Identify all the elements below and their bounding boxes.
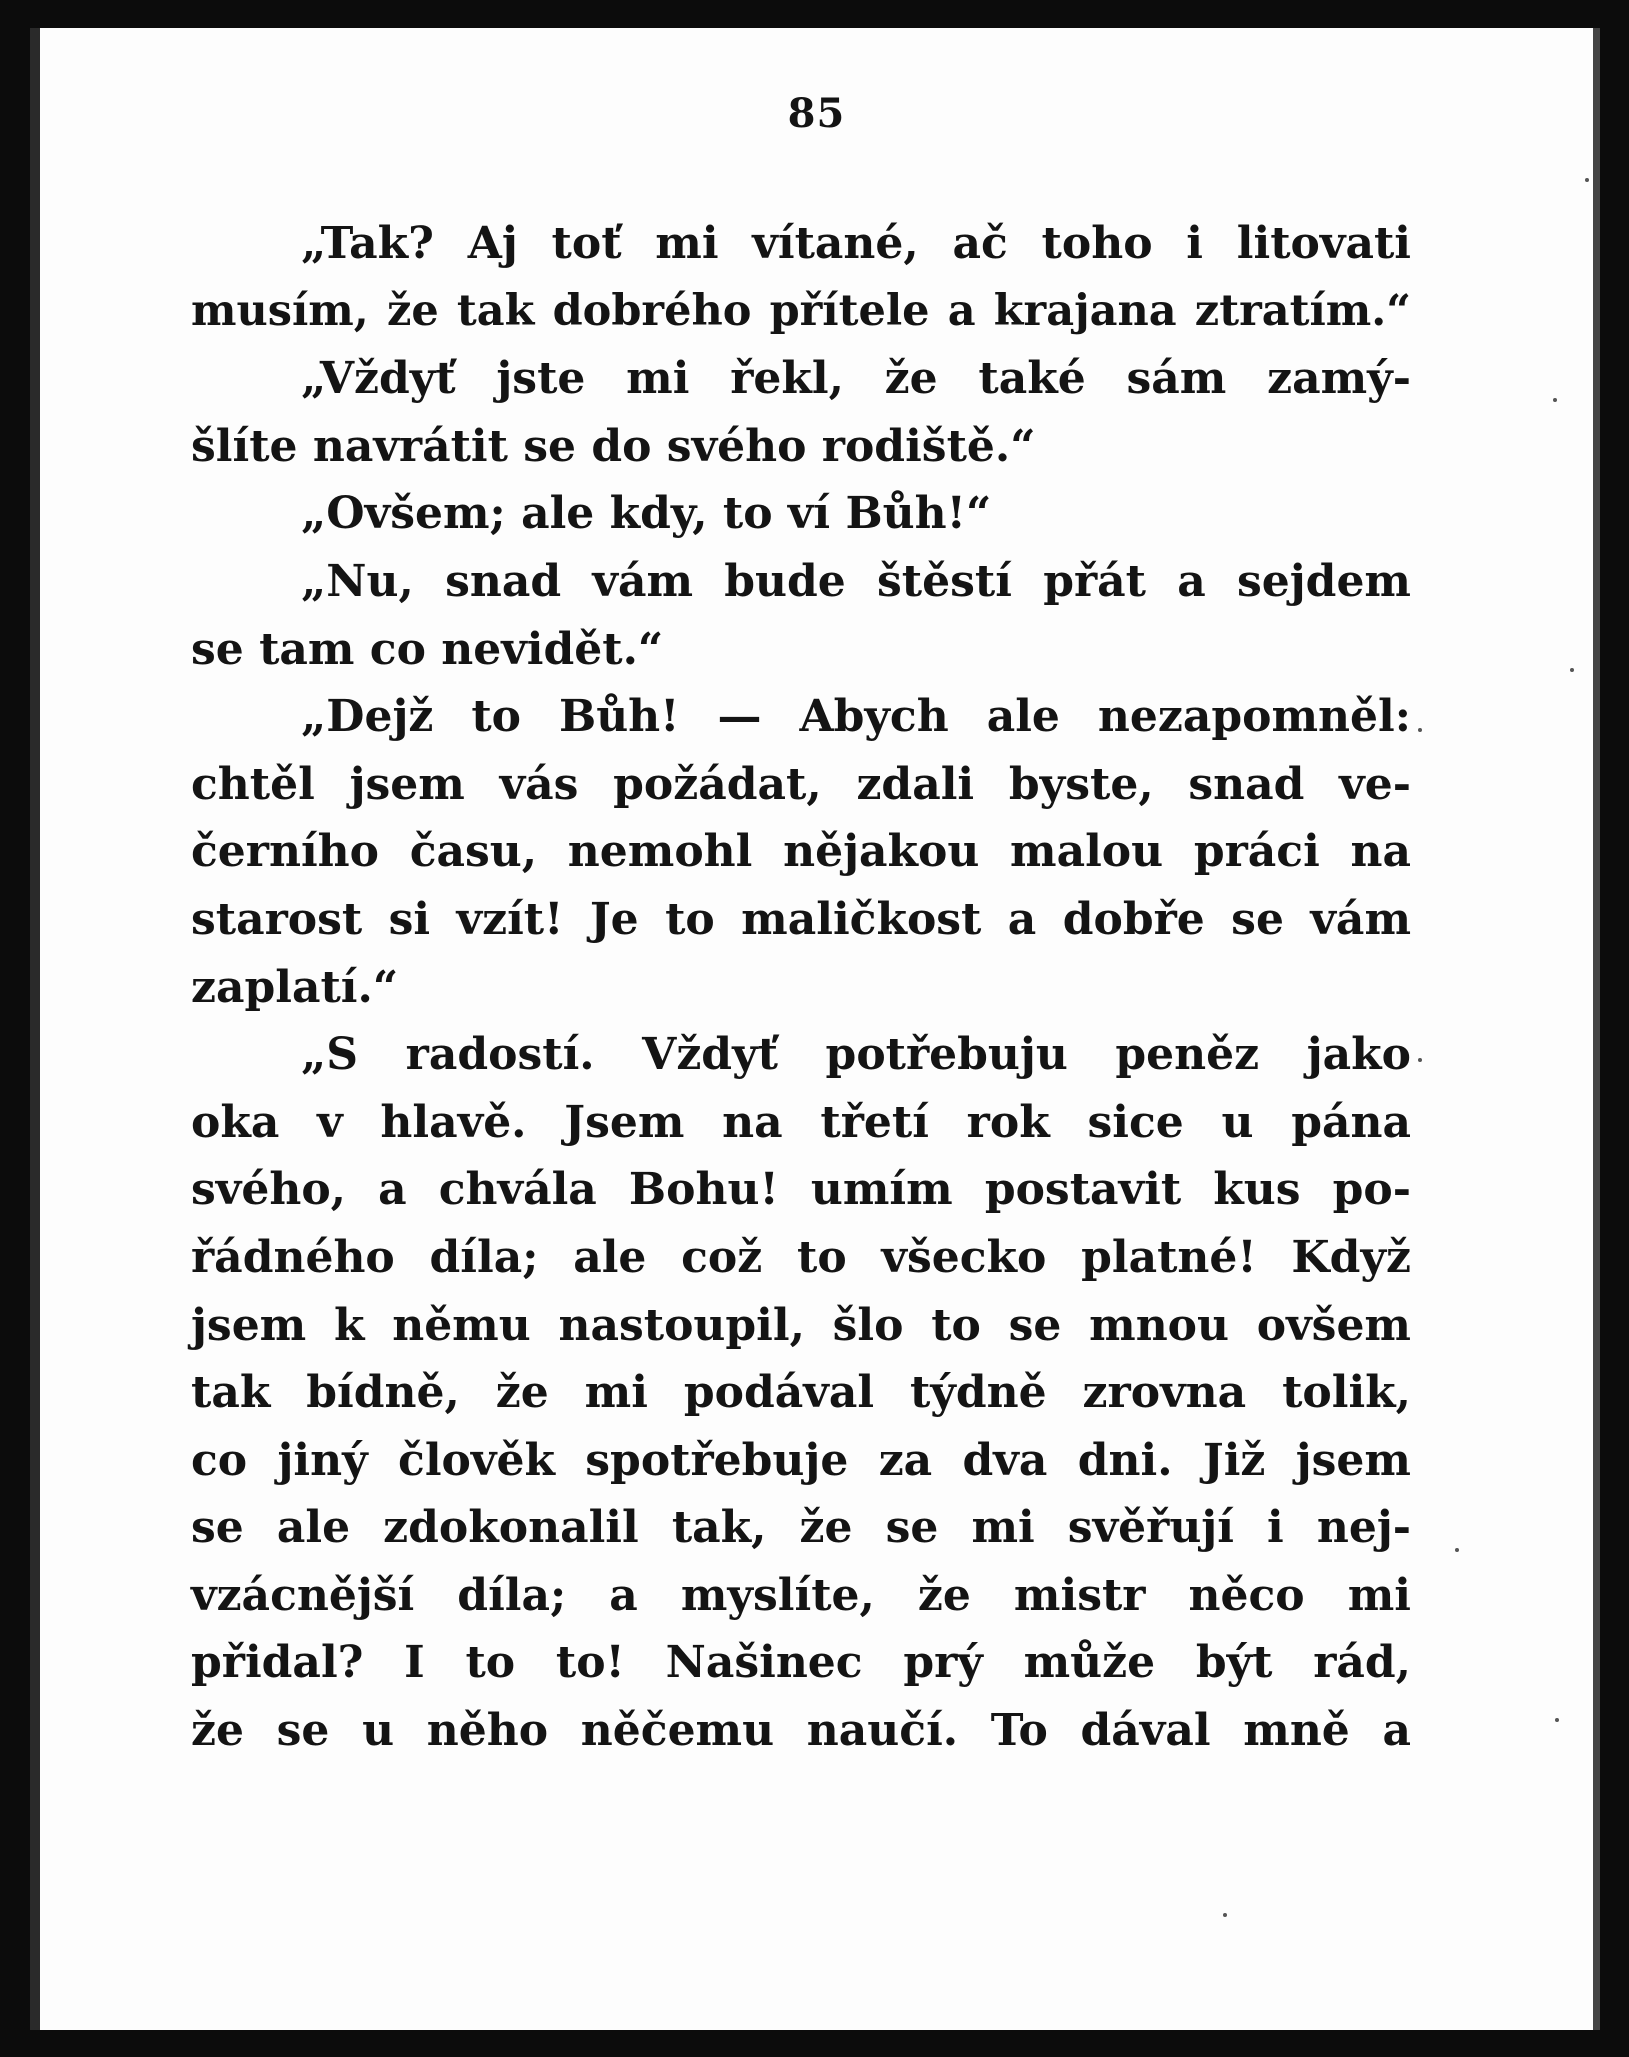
scan-border-top: [0, 0, 1629, 28]
scan-border-left-shadow: [30, 28, 40, 2057]
text-line: „Vždyť jste mi řekl, že také sám zamý-: [301, 353, 1411, 405]
text-line: černího času, nemohl nějakou malou práci na: [191, 826, 1411, 878]
text-line: starost si vzít! Je to maličkost a dobře se vám: [191, 893, 1411, 945]
text-line: „Dejž to Bůh! — Abych ale nezapomněl:: [301, 691, 1411, 743]
text-line: se ale zdokonalil tak, že se mi svěřují i nej-: [191, 1502, 1411, 1554]
scan-speck: [1223, 1913, 1227, 1917]
text-line: „Nu, snad vám bude štěstí přát a sejdem: [301, 555, 1411, 607]
scan-border-right: [1600, 0, 1629, 2057]
scan-speck: [1555, 1718, 1559, 1722]
text-line: musím, že tak dobrého přítele a krajana ztratím.“: [191, 285, 1411, 336]
text-line: oka v hlavě. Jsem na třetí rok sice u pána: [191, 1096, 1411, 1148]
scan-border-bottom: [0, 2030, 1629, 2057]
scan-speck: [1455, 1548, 1459, 1552]
scan-speck: [1585, 178, 1589, 182]
text-line: šlíte navrátit se do svého rodiště.“: [191, 420, 1036, 472]
text-line: zaplatí.“: [191, 961, 399, 1013]
scan-speck: [1570, 668, 1574, 672]
book-page: [40, 28, 1593, 2030]
text-line: jsem k němu nastoupil, šlo to se mnou ovšem: [191, 1299, 1411, 1351]
text-line: že se u něho něčemu naučí. To dával mně a: [191, 1705, 1411, 1757]
scan-speck: [1418, 728, 1422, 732]
text-line: „Ovšem; ale kdy, to ví Bůh!“: [301, 488, 992, 540]
text-line: „Tak? Aj toť mi vítané, ač toho i litovati: [301, 218, 1411, 269]
scan-speck: [1553, 398, 1557, 402]
text-line: svého, a chvála Bohu! umím postavit kus po-: [191, 1164, 1411, 1216]
text-line: co jiný člověk spotřebuje za dva dni. Již jsem: [191, 1434, 1411, 1486]
page-number: 85: [787, 90, 846, 137]
scan-speck: [1418, 1058, 1422, 1062]
text-line: se tam co nevidět.“: [191, 623, 664, 675]
text-line: řádného díla; ale což to všecko platné! Když: [191, 1231, 1411, 1283]
text-line: přidal? I to to! Našinec prý může být rád,: [191, 1637, 1411, 1689]
scan-border-left: [0, 0, 30, 2057]
text-line: vzácnější díla; a myslíte, že mistr něco mi: [191, 1569, 1411, 1621]
text-line: „S radostí. Vždyť potřebuju peněz jako: [301, 1029, 1411, 1081]
page-text: [191, 210, 1411, 1765]
text-line: chtěl jsem vás požádat, zdali byste, snad ve-: [191, 758, 1411, 810]
scan-border-right-shadow: [1593, 28, 1600, 2030]
text-line: tak bídně, že mi podával týdně zrovna tolik,: [191, 1367, 1411, 1419]
